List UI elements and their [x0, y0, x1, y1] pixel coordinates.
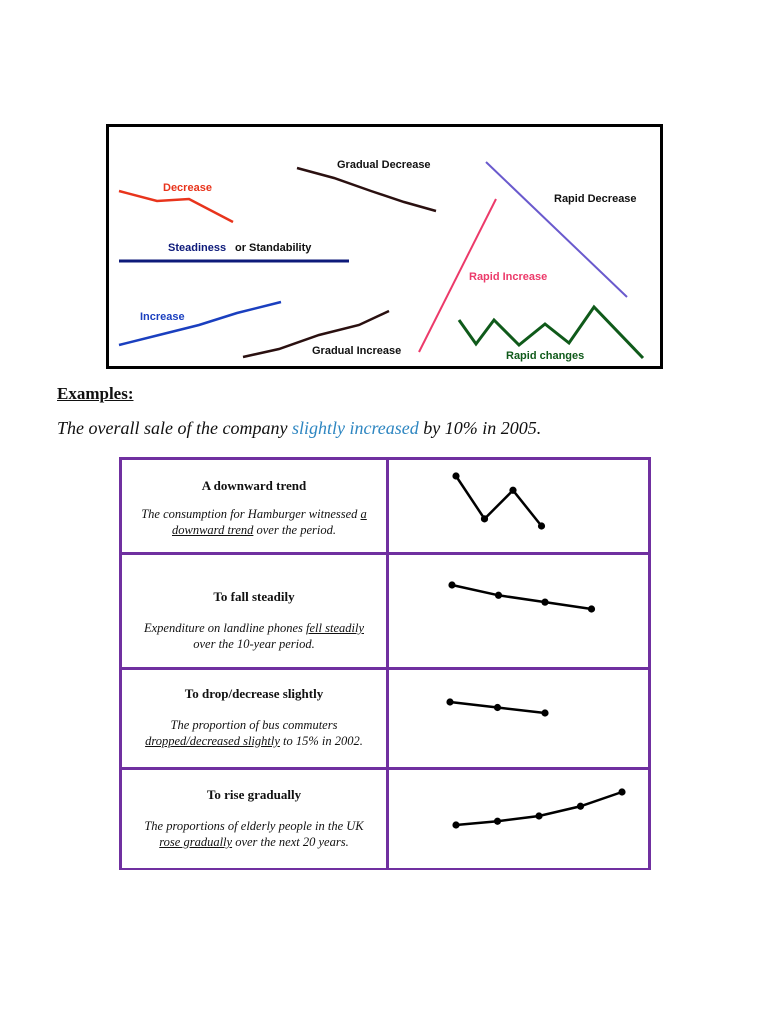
trend-line: [452, 585, 592, 609]
term-example: [122, 717, 386, 749]
plot-cell: [388, 769, 650, 869]
data-point: [535, 812, 542, 819]
increase-label: Increase: [140, 311, 185, 323]
table-row: [121, 459, 650, 554]
term-example: [122, 620, 386, 652]
data-point: [588, 605, 595, 612]
data-point: [448, 581, 455, 588]
example-text: over the period.: [253, 523, 336, 537]
term-title: A downward trend: [201, 478, 307, 493]
term-title: To rise gradually: [206, 787, 302, 802]
example-text: The proportion of bus commuters: [170, 718, 338, 732]
decrease-line: [119, 191, 233, 222]
trend-lines-illustration: [109, 127, 660, 366]
example-sentence: [57, 418, 541, 439]
sentence-start: The overall sale of the company: [57, 418, 292, 438]
examples-heading: Examples:: [57, 384, 134, 403]
term-cell: [121, 669, 388, 769]
data-point: [538, 522, 545, 529]
example-text: The proportions of elderly people in the UK: [144, 819, 364, 833]
example-text: Expenditure on landline phones: [144, 621, 307, 635]
data-point: [446, 698, 453, 705]
steadiness-label: Steadiness: [168, 242, 227, 254]
example-text: over the next 20 years.: [232, 835, 349, 849]
rise-gradually-plot: [389, 770, 651, 867]
plot-cell: [388, 554, 650, 669]
gradual-decrease-line: [297, 168, 436, 211]
downward-trend-plot: [389, 460, 651, 552]
term-cell: [121, 554, 388, 669]
trend-line: [456, 476, 542, 526]
gradual-decrease-label: Gradual Decrease: [337, 159, 431, 171]
rapid-increase-label: Rapid Increase: [469, 271, 548, 283]
example-underlined: dropped/decreased slightly: [145, 734, 280, 748]
term-title: To drop/decrease slightly: [184, 686, 324, 701]
example-underlined: downward trend: [172, 523, 254, 537]
term-title: To fall steadily: [213, 589, 295, 604]
example-text: over the 10-year period.: [193, 637, 315, 651]
data-point: [618, 788, 625, 795]
gradual-increase-label: Gradual Increase: [312, 345, 402, 357]
data-point: [541, 599, 548, 606]
trend-vocabulary-figure: [106, 124, 663, 369]
increase-line: [119, 302, 281, 345]
data-point: [495, 592, 502, 599]
fall-steadily-plot: [389, 555, 651, 667]
rapid-changes-label: Rapid changes: [506, 350, 585, 362]
example-text: to 15% in 2002.: [279, 734, 363, 748]
table-row: [121, 554, 650, 669]
data-point: [481, 515, 488, 522]
table-row: [121, 669, 650, 769]
rapid-decrease-label: Rapid Decrease: [554, 193, 637, 205]
highlighted-phrase: slightly increased: [291, 418, 419, 438]
drop-slightly-plot: [389, 670, 651, 767]
data-point: [452, 472, 459, 479]
sentence-end: by 10% in 2005.: [418, 418, 542, 438]
data-point: [509, 487, 516, 494]
example-underlined: a: [360, 507, 367, 521]
data-point: [494, 704, 501, 711]
data-point: [577, 803, 584, 810]
data-point: [452, 821, 459, 828]
trend-line: [456, 792, 622, 825]
example-text: The consumption for Hamburger witnessed: [141, 507, 361, 521]
table-row: [121, 769, 650, 869]
example-underlined: fell steadily: [306, 621, 364, 635]
trend-examples-table: [119, 457, 651, 870]
decrease-label: Decrease: [163, 182, 212, 194]
term-cell: [121, 459, 388, 554]
or-standability-label: or Standability: [235, 242, 312, 254]
term-cell: [121, 769, 388, 869]
data-point: [494, 818, 501, 825]
term-example: [122, 506, 386, 538]
data-point: [541, 709, 548, 716]
plot-cell: [388, 459, 650, 554]
term-example: [122, 818, 386, 850]
plot-cell: [388, 669, 650, 769]
example-underlined: rose gradually: [159, 835, 233, 849]
